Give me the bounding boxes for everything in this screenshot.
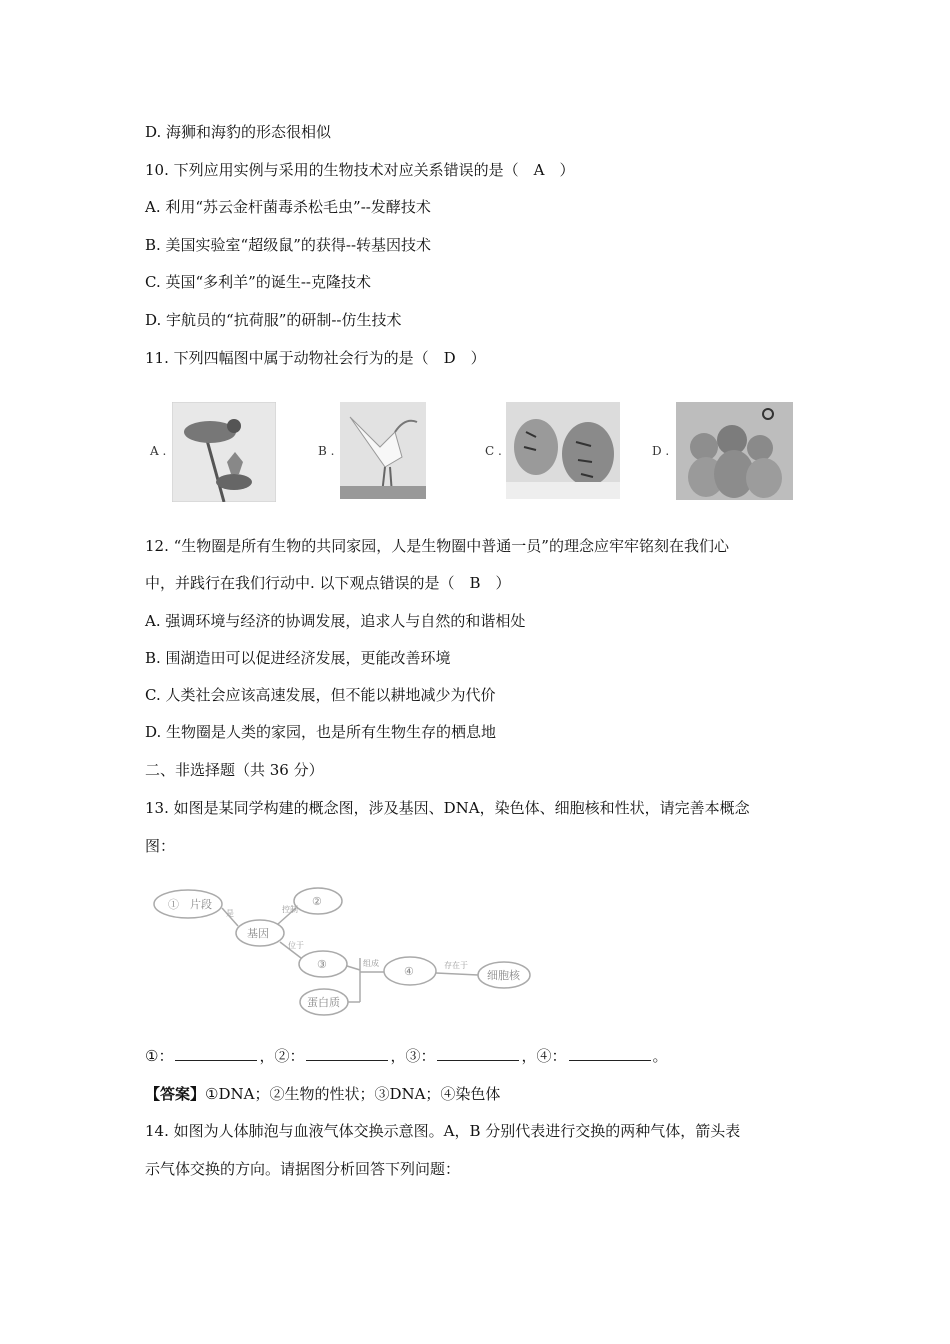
concept-node-1: ① 片段 bbox=[168, 898, 212, 911]
q10-option-d: D. 宇航员的“抗荷服”的研制--仿生技术 bbox=[145, 311, 402, 329]
q11-image-b-crane bbox=[340, 402, 426, 499]
blank-4-label: ，④： bbox=[521, 1047, 567, 1065]
section-heading: 二、非选择题（共 36 分） bbox=[145, 761, 324, 779]
q9-option-d: D. 海狮和海豹的形态很相似 bbox=[145, 123, 332, 141]
concept-map bbox=[148, 878, 538, 1028]
q14-stem-line2: 示气体交换的方向。请据图分析回答下列问题： bbox=[145, 1160, 461, 1178]
q12-stem-line1: 12. “生物圈是所有生物的共同家园，人是生物圈中普通一员”的理念应牢牢铭刻在我们心 bbox=[145, 537, 729, 555]
q13-stem-line2: 图： bbox=[145, 837, 176, 855]
answer-text: ①DNA；②生物的性状；③DNA；④染色体 bbox=[205, 1085, 501, 1103]
blank-3[interactable] bbox=[437, 1046, 519, 1061]
concept-edge-1: 是 bbox=[226, 909, 234, 918]
q11-image-d-monkeys bbox=[676, 402, 793, 500]
q12-stem-line2: 中，并践行在我们行动中. 以下观点错误的是（ B ） bbox=[145, 574, 511, 592]
concept-node-nucleus: 细胞核 bbox=[487, 969, 520, 982]
q10-option-a: A. 利用“苏云金杆菌毒杀松毛虫”--发酵技术 bbox=[145, 198, 431, 216]
q10-option-b: B. 美国实验室“超级鼠”的获得--转基因技术 bbox=[145, 236, 432, 254]
blank-4[interactable] bbox=[569, 1046, 651, 1061]
concept-edge-5: 存在于 bbox=[444, 961, 468, 970]
concept-node-4: ④ bbox=[404, 965, 414, 978]
blank-3-label: ，③： bbox=[390, 1047, 436, 1065]
blank-2-label: ，②： bbox=[259, 1047, 305, 1065]
concept-node-2: ② bbox=[312, 895, 322, 908]
q10-option-c: C. 英国“多利羊”的诞生--克隆技术 bbox=[145, 273, 371, 291]
q13-stem-line1: 13. 如图是某同学构建的概念图，涉及基因、DNA，染色体、细胞核和性状，请完善本概念 bbox=[145, 799, 750, 817]
q10-stem: 10. 下列应用实例与采用的生物技术对应关系错误的是（ A ） bbox=[145, 161, 575, 179]
concept-node-protein: 蛋白质 bbox=[307, 996, 340, 1009]
blank-1-label: ①： bbox=[145, 1047, 174, 1065]
concept-edge-3: 位于 bbox=[288, 941, 304, 950]
q13-answer bbox=[145, 1084, 500, 1104]
q11-image-a-bird-nest bbox=[172, 402, 276, 502]
q11-label-a: A . bbox=[150, 444, 167, 458]
concept-node-3: ③ bbox=[317, 958, 327, 971]
q11-label-b: B . bbox=[318, 444, 335, 458]
q14-stem-line1: 14. 如图为人体肺泡与血液气体交换示意图。A，B 分别代表进行交换的两种气体，箭头表 bbox=[145, 1122, 741, 1140]
q12-option-a: A. 强调环境与经济的协调发展，追求人与自然的和谐相处 bbox=[145, 612, 526, 630]
answer-tag: 【答案】 bbox=[145, 1085, 206, 1103]
q11-label-d: D . bbox=[652, 444, 670, 458]
q12-option-d: D. 生物圈是人类的家园，也是所有生物生存的栖息地 bbox=[145, 723, 497, 741]
concept-node-gene: 基因 bbox=[247, 927, 269, 940]
q11-image-c-tigers bbox=[506, 402, 620, 499]
q12-option-c: C. 人类社会应该高速发展，但不能以耕地减少为代价 bbox=[145, 686, 496, 704]
blanks-end: 。 bbox=[652, 1047, 668, 1065]
concept-edge-2: 控制 bbox=[282, 905, 298, 914]
q11-label-c: C . bbox=[485, 444, 502, 458]
blank-1[interactable] bbox=[175, 1046, 257, 1061]
q12-option-b: B. 围湖造田可以促进经济发展，更能改善环境 bbox=[145, 649, 451, 667]
q11-stem: 11. 下列四幅图中属于动物社会行为的是（ D ） bbox=[145, 349, 486, 367]
concept-edge-4: 组成 bbox=[363, 959, 379, 968]
q13-blanks-line bbox=[145, 1046, 668, 1066]
blank-2[interactable] bbox=[306, 1046, 388, 1061]
